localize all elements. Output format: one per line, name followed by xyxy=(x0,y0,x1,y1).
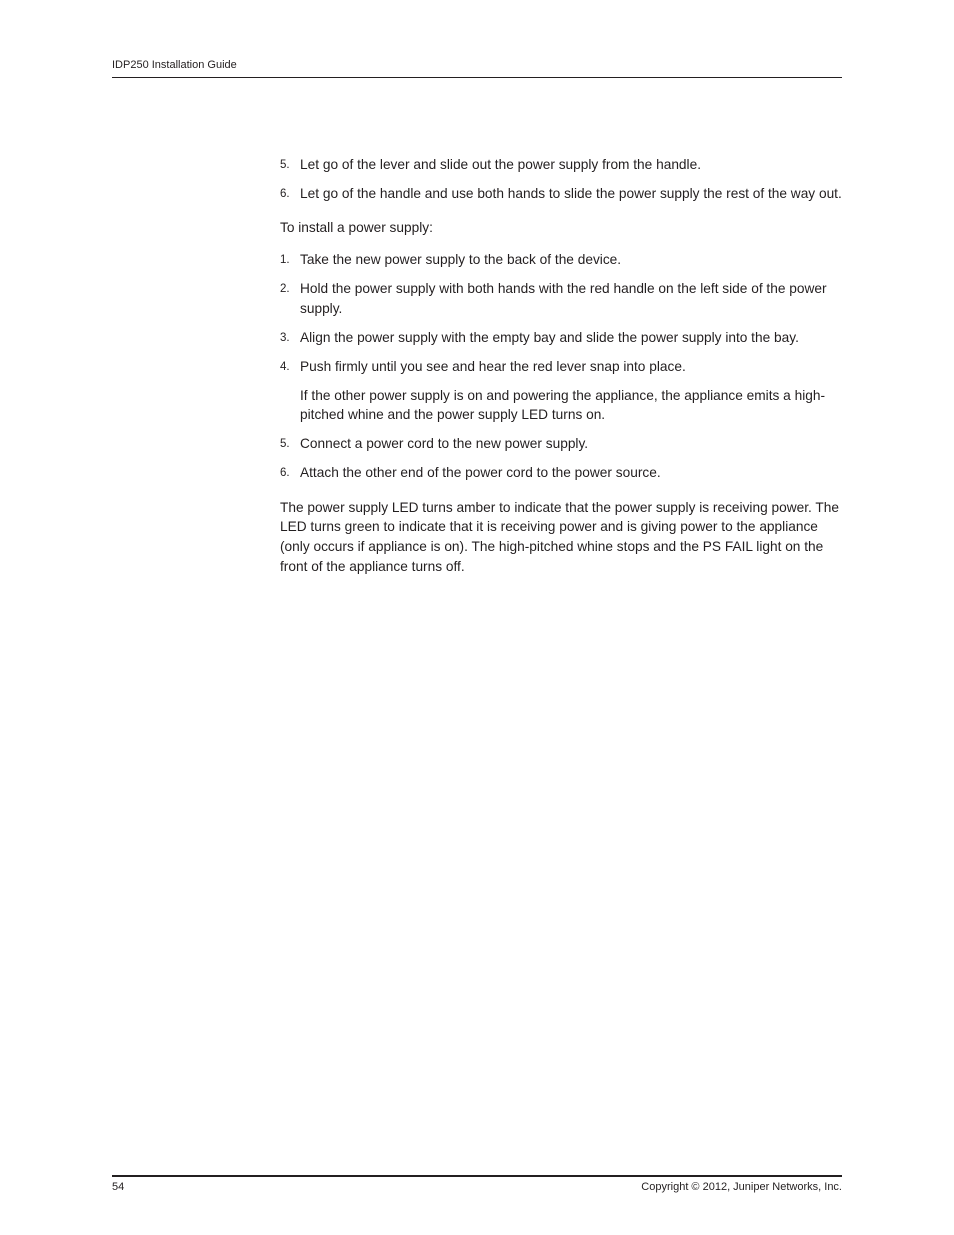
step-text: Connect a power cord to the new power supply. xyxy=(300,436,589,452)
step-number: 2. xyxy=(280,283,290,296)
install-intro: To install a power supply: xyxy=(280,219,433,235)
install-step-3 xyxy=(280,328,844,348)
page-content xyxy=(280,155,844,576)
step-text: Let go of the handle and use both hands to slide the power supply the rest of the way out. xyxy=(300,185,842,201)
install-step-4 xyxy=(280,357,844,377)
step-number: 5. xyxy=(280,159,290,171)
install-step-1 xyxy=(280,250,844,270)
install-step-5 xyxy=(280,434,844,454)
step-number: 6. xyxy=(280,467,290,480)
step-text: Attach the other end of the power cord to the power source. xyxy=(300,465,661,481)
install-step-4-note: If the other power supply is on and powering the appliance, the appliance emits a high-pitched whine and the power supply LED turns on. xyxy=(300,387,826,423)
page-number: 54 xyxy=(112,1181,125,1193)
step-number: 3. xyxy=(280,331,290,344)
page-footer xyxy=(112,1175,842,1199)
install-step-2 xyxy=(280,279,844,318)
step-text: Let go of the lever and slide out the power supply from the handle. xyxy=(300,157,701,172)
step-text: Hold the power supply with both hands with the red handle on the left side of the power supply. xyxy=(300,281,827,316)
step-text: Align the power supply with the empty bay and slide the power supply into the bay. xyxy=(300,329,799,345)
closing-paragraph: The power supply LED turns amber to indicate that the power supply is receiving power. The LED turns green to indicate that it is receiving power and is giving power to the appliance (only occurs if appliance is on). The high-pitched whine stops and the PS FAIL light on the front of the appliance turns off. xyxy=(280,499,839,574)
step-text: Take the new power supply to the back of the device. xyxy=(300,252,622,268)
install-step-6 xyxy=(280,463,844,483)
step-number: 1. xyxy=(280,254,290,267)
step-number: 4. xyxy=(280,360,290,373)
copyright-notice: Copyright © 2012, Juniper Networks, Inc. xyxy=(641,1181,842,1193)
document-title: IDP250 Installation Guide xyxy=(112,59,237,71)
running-header xyxy=(112,57,842,78)
step-text: Push firmly until you see and hear the red lever snap into place. xyxy=(300,358,686,374)
step-number: 5. xyxy=(280,438,290,451)
removal-step-6 xyxy=(280,184,844,204)
removal-step-5 xyxy=(280,155,844,175)
step-number: 6. xyxy=(280,187,290,200)
